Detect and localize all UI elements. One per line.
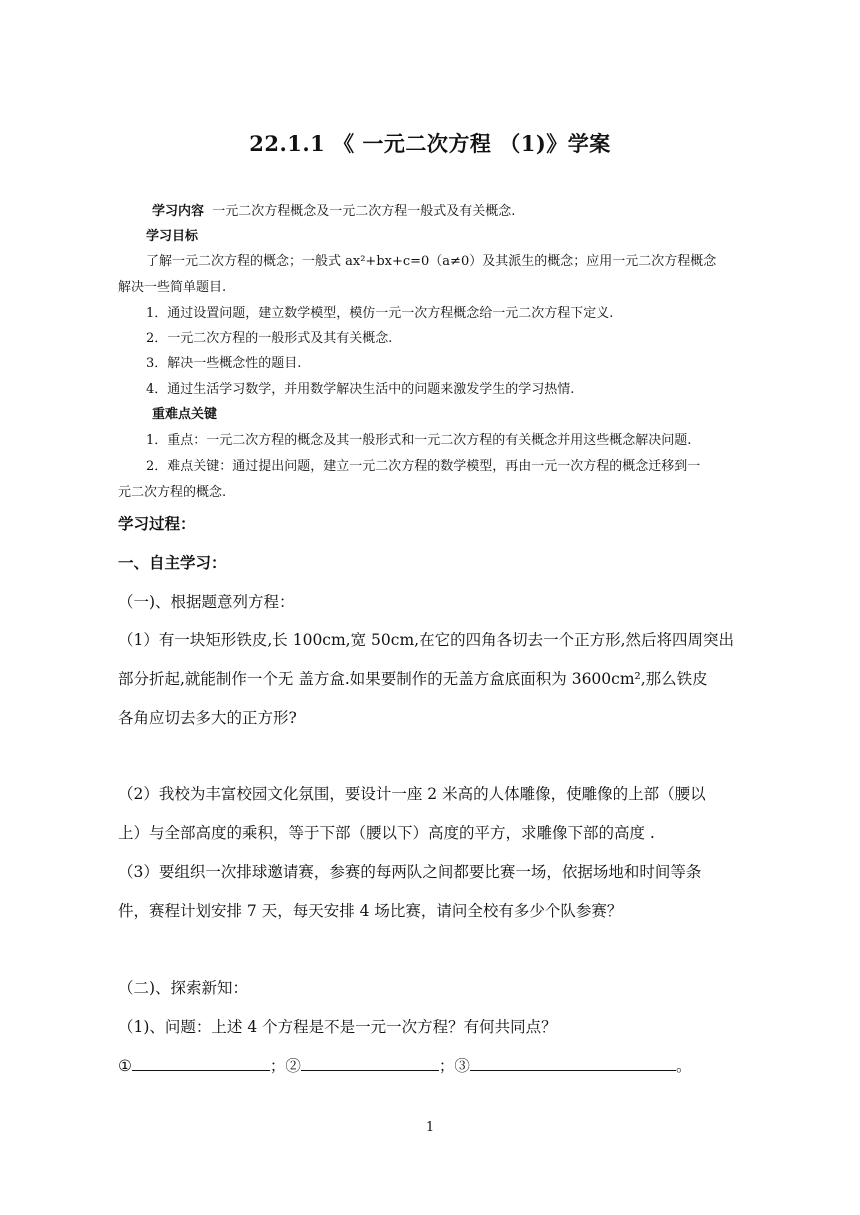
answer-blank-2[interactable] [301,1056,439,1071]
subsection-explore: （二)、探索新知： [118,979,249,997]
question-4: （1)、问题：上述 4 个方程是不是一元一次方程？有何共同点？ [118,1018,557,1036]
question-1-line2: 部分折起,就能制作一个无 盖方盒.如果要制作的无盖方盒底面积为 3600cm²,那么铁皮 [118,670,708,688]
question-2-line1: （2）我校为丰富校园文化氛围，要设计一座 2 米高的人体雕像，使雕像的上部（腰以 [118,785,706,803]
page-title: 22.1.1 《 一元二次方程 （1)》学案 [249,131,611,156]
content-text: 一元二次方程概念及一元二次方程一般式及有关概念. [212,204,516,219]
answer-blank-3[interactable] [470,1056,676,1071]
process-heading: 学习过程： [118,515,196,533]
page-number: 1 [425,1120,435,1135]
key-item-2-line2: 元二次方程的概念. [118,485,227,500]
section-self-study: 一、自主学习： [118,554,227,572]
question-1-line1: （1）有一块矩形铁皮,长 100cm,宽 50cm,在它的四角各切去一个正方形,然后将四周突出 [118,631,734,649]
question-3-line1: （3）要组织一次排球邀请赛，参赛的每两队之间都要比赛一场，依据场地和时间等条 [118,863,702,881]
answer-blank-1[interactable] [132,1056,270,1071]
goals-intro-line1: 了解一元二次方程的概念；一般式 ax²+bx+c=0（a≠0）及其派生的概念；应用一元二次方程概念 [146,254,717,269]
question-1-line3: 各角应切去多大的正方形? [118,709,297,727]
answer-blanks [118,1054,691,1076]
goals-intro-line2: 解决一些简单题目. [118,280,227,295]
goal-item-2: 2．一元二次方程的一般形式及其有关概念. [146,331,393,346]
goal-item-4: 4．通过生活学习数学，并用数学解决生活中的问题来激发学生的学习热情. [146,382,575,397]
blank-3-label: ；③ [438,1057,470,1075]
key-item-1: 1．重点：一元二次方程的概念及其一般形式和一元二次方程的有关概念并用这些概念解决问题. [146,433,692,448]
blank-2-label: ；② [269,1057,301,1075]
blank-1-label: ① [118,1057,132,1075]
goal-item-1: 1．通过设置问题，建立数学模型，模仿一元一次方程概念给一元二次方程下定义. [146,306,614,321]
key-heading: 重难点关键 [152,407,218,422]
key-item-2-line1: 2．难点关键：通过提出问题，建立一元二次方程的数学模型，再由一元一次方程的概念迁移到一 [146,459,701,474]
subsection-equations: （一)、根据题意列方程： [118,593,295,611]
blanks-end-mark: 。 [675,1057,692,1075]
goals-heading: 学习目标 [146,229,199,244]
question-2-line2: 上）与全部高度的乘积，等于下部（腰以下）高度的平方，求雕像下部的高度 . [118,824,655,842]
goal-item-3: 3．解决一些概念性的题目. [146,356,302,371]
question-3-line2: 件，赛程计划安排 7 天，每天安排 4 场比赛，请问全校有多少个队参赛？ [118,902,623,920]
content-label: 学习内容 [152,204,205,219]
content-line [152,200,515,219]
